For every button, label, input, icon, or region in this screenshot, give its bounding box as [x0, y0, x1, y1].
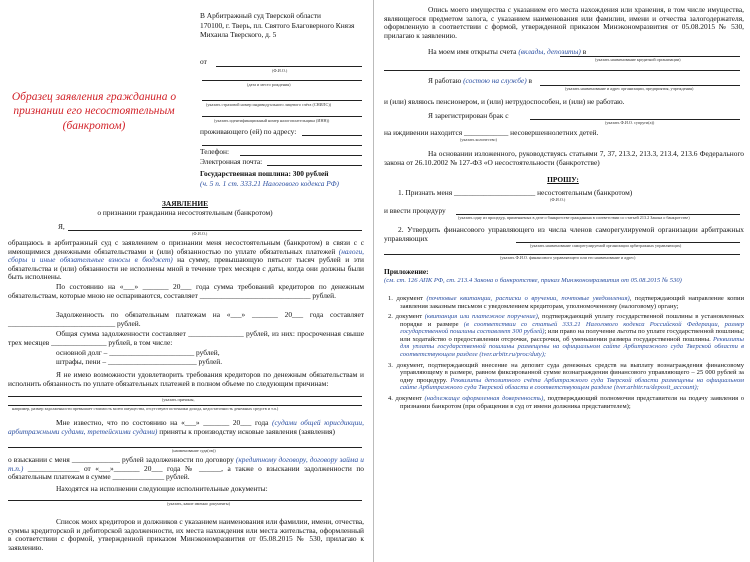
court-name: В Арбитражный суд Тверской области	[200, 11, 321, 20]
paragraph-7: о взыскании с меня _____________ рублей задолженности по договору (кредитному договору, договору займа и т.п.) ______________ от «___»_______ 20___ года № ______, а также о взыскании задолженности по обязательным платежам в сумме ______________ рублей.	[8, 455, 364, 482]
paragraph-r2: На моем имя открыты счета (вклады, депозиты) в	[428, 47, 587, 56]
doc-title: ЗАЯВЛЕНИЕ	[161, 199, 209, 208]
paragraph-8: Находятся на исполнении следующие исполнительные документы:	[56, 484, 268, 493]
i-label: Я,	[58, 222, 65, 231]
appendix-item-4: 4. документ (надлежаще оформленная доверенность), подтверждающий полномочия представителя на подачу заявления о признании банкротом (при обращении в суд от имени должника представителем);	[388, 394, 744, 410]
snils-line[interactable]	[202, 100, 362, 101]
email-label: Электронная почта:	[200, 157, 263, 166]
left-page	[2, 0, 368, 562]
paragraph-1: обращаюсь в арбитражный суд с заявлением о признании меня несостоятельным (банкротом) в связи с с имеющимися денежными обязательствами и (или) обязанностью по уплате обязательных платежей (налоги, сборы и иные обязательные взносы в бюджет) на сумму, превышающую пятьсот тысяч рублей и эти обязательства и (или) обязанности не исполнены мной в течение трех месяцев с даты, когда они должны были быть исполнены.	[8, 238, 364, 282]
hint-fio: (Ф.И.О.)	[272, 68, 288, 73]
fee-ref: (ч. 5 п. 1 ст. 333.21 Налогового кодекса РФ)	[200, 179, 339, 188]
appendix-title: Приложение:	[384, 267, 429, 276]
debt-main: основной долг – _______________________ рублей,	[56, 348, 220, 357]
sidebar-note: Образец заявления гражданина о признании его несостоятельным (банкротом)	[11, 91, 177, 132]
hint-sro: (указать наименование саморегулируемой организации арбитражных управляющих)	[530, 243, 682, 248]
paragraph-r6: на иждивении находится ____________ несовершеннолетних детей.	[384, 128, 599, 137]
hint-fio-3: (Ф.И.О.)	[550, 197, 566, 202]
appendix-list	[384, 295, 744, 410]
hint-bank: (указать наименование кредитной организации)	[595, 57, 681, 62]
paragraph-2: По состоянию на «___» _______ 20___ года сумма требований кредиторов по денежным обязательствам, которые мною не оспариваются, составляет ______________________________ рублей.	[8, 282, 364, 300]
hint-reason: (указать причины,	[162, 397, 195, 402]
paragraph-5: Я не имею возможности удовлетворить требования кредиторов по денежным обязательствам и исполнить обязанность по уплате обязательных платежей в полном объеме по следующим причинам:	[8, 370, 364, 388]
fee-label: Государственная пошлина: 300 рублей	[200, 169, 329, 178]
hint-court: (наименование суда(ов))	[172, 448, 216, 453]
fio-line[interactable]	[216, 66, 362, 67]
paragraph-3: Задолженность по обязательным платежам на «___» _______ 20___ года составляет _____________________________ рублей.	[8, 310, 364, 328]
hint-count: (указать количество)	[460, 137, 497, 142]
hint-fio-2: (Ф.И.О.)	[192, 231, 208, 236]
ask-item-1: 1. Признать меня ______________________ несостоятельным (банкротом)	[398, 188, 633, 197]
right-page	[380, 0, 746, 562]
residence-line[interactable]	[302, 135, 362, 136]
birth-line[interactable]	[202, 80, 362, 81]
applicant-line[interactable]	[68, 230, 362, 231]
hint-manager: (указать Ф.И.О. финансового управляющего или его наименование и адрес)	[500, 255, 636, 260]
hint-docs: (указать, какие именно документы)	[167, 501, 230, 506]
email-line[interactable]	[267, 165, 362, 166]
paragraph-r7: На основании изложенного, руководствуясь статьями 7, 37, 213.2, 213.3, 213.4, 213.6 Федерального закона от 26.10.2002 № 127-ФЗ «О несостоятельности (банкротстве)	[384, 149, 744, 167]
ask-item-1b: и ввести процедуру	[384, 206, 446, 215]
residence-line-2[interactable]	[202, 145, 362, 146]
from-label: от	[200, 57, 207, 66]
hint-procedure: (указать одну из процедур, применяемых в деле о банкротстве гражданина в соответствии со статьей 213.2 Закона о банкротстве)	[458, 215, 690, 220]
paragraph-6: Мне известно, что по состоянию на «___» _______ 20___ года (судами общей юрисдикции, арбитражными судами, третейскими судами) приняты к производству исковые заявления (заявления)	[8, 418, 364, 436]
paragraph-r3: Я работаю (состою на службе) в	[428, 76, 533, 85]
phone-line[interactable]	[240, 155, 362, 156]
bank-line-2[interactable]	[384, 70, 740, 71]
residence-label: проживающего (ей) по адресу:	[200, 127, 297, 136]
doc-subtitle: о признании гражданина несостоятельным (банкротом)	[97, 208, 273, 217]
hint-work: (указать наименование и адрес организации, предприятия, учреждения)	[565, 86, 694, 91]
ask-item-2: 2. Утвердить финансового управляющего из числа членов саморегулируемой организации арбитражных управляющих	[384, 225, 744, 243]
appendix-item-3: 3. документ, подтверждающий внесение на депозит суда денежных средств на выплату вознаграждения финансовому управляющему в размере, равном фиксированной сумме вознаграждения финансового управляющего – 25 000 рублей за одну процедуру. Реквизиты депозитного счёта Арбитражного суда Тверской области размещены на официальном сайте Арбитражного суда Тверской области в соответствующем разделе (tver.arbitr.ru/deposit_account);	[388, 361, 744, 392]
ask-title: ПРОШУ:	[547, 175, 579, 184]
debt-fines: штрафы, пени – ________________________ рублей.	[56, 357, 223, 366]
paragraph-4: Общая сумма задолженности составляет _______________ рублей, из них: просроченная свыше трех месяцев _______________ рублей, в том числе:	[8, 329, 364, 347]
hint-spouse: (указать Ф.И.О. супруги(а))	[605, 120, 655, 125]
paragraph-r5: Я зарегистрирован брак с	[428, 111, 509, 120]
paragraph-r1: Опись моего имущества с указанием его места нахождения или хранения, в том числе имущества, являющегося предметом залога, с указанием наименования или фамилии, имени и отчества залогодержателя, оформленную в соответствии с формой, утвержденной приказом Минэкономразвития от 05.08.2015 № 530, прилагаю к заявлению.	[384, 5, 744, 40]
phone-label: Телефон:	[200, 147, 230, 156]
paragraph-r4: и (или) являюсь пенсионером, и (или) нетрудоспособен, и (или) не работаю.	[384, 97, 625, 106]
appendix-item-1: 1. документ (почтовые квитанции, расписки о вручении, почтовые уведомления), подтверждающий направление копии заявления заказным письмом с уведомлением кредиторам, уполномоченному (налоговому) органу;	[388, 295, 745, 310]
court-address: 170100, г. Тверь, пл. Святого Благоверного Князя Михаила Тверского, д. 5	[200, 21, 355, 39]
appendix-ref: (см. ст. 126 АПК РФ, ст. 213.4 Закона о банкротстве, приказ Минэкономразвития от 05.08.2015 № 530)	[384, 277, 682, 284]
paragraph-9: Список моих кредиторов и должников с указанием наименования или фамилии, имени, отчества, суммы кредиторской и дебиторской задолженности, их места нахождения или места жительства, оформленный в соответствии с формой, утвержденной приказом Минэкономразвития от 05.08.2015 № 530, прилагаю к заявлению.	[8, 517, 364, 552]
hint-birth: (дата и место рождения)	[247, 82, 291, 87]
page-divider	[373, 0, 374, 562]
hint-inn: (указать идентификационный номер налогоплательщика (ИНН))	[214, 118, 330, 123]
appendix-item-2: 2. документ (квитанция или платежное поручение), подтверждающий уплату государственной пошлины в установленных порядке и размере (в соответствии со статьей 333.21 Налогового кодекса Российской Федерации, размер государственной пошлины составляет 300 рублей); или право на получение льготы по уплате государственной пошлины; или ходатайство о предоставлении отсрочки, рассрочки, об уменьшении размера государственной пошлины. Реквизиты для уплаты государственной пошлины размещены на официальном сайте Арбитражного суда Тверской области в соответствующем разделе (tver.arbitr.ru/proc/duty);	[388, 313, 745, 359]
inn-line[interactable]	[202, 116, 362, 117]
hint-reason-2: например, размер задолженности превышает стоимость моего имущества, отсутствуют источники дохода, недостаточность денежных средств и т.п.)	[12, 406, 279, 411]
hint-snils: (указать страховой номер индивидуального лицевого счёта (СНИЛС))	[206, 102, 332, 107]
